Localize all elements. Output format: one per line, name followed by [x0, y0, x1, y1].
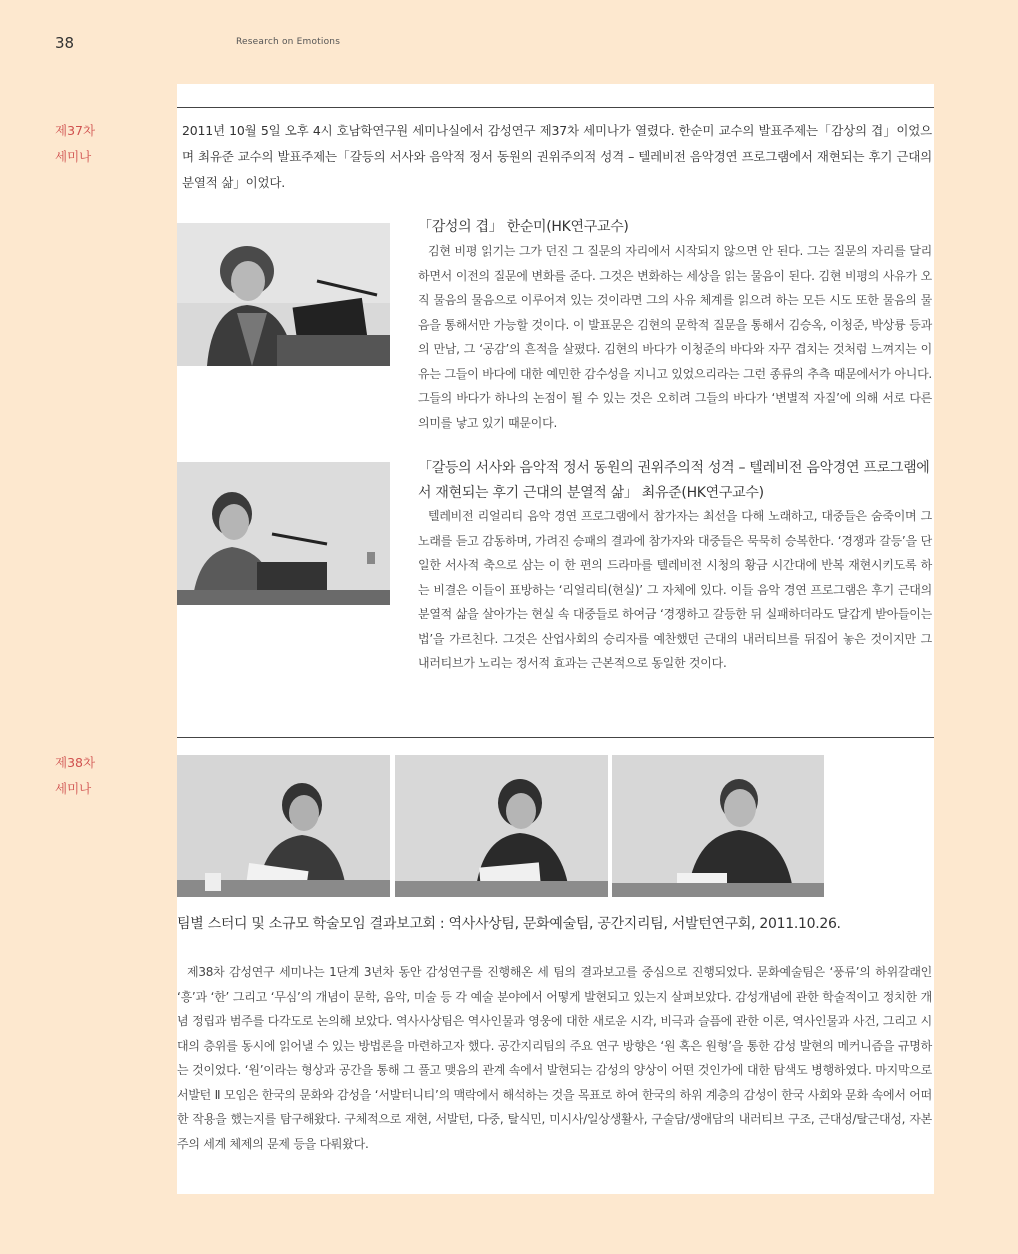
seminar-38-body: 제38차 감성연구 세미나는 1단계 3년차 동안 감성연구를 진행해온 세 팀의 결과보고를 중심으로 진행되었다. 문화예술팀은 ‘풍류’의 하위갈래인 ‘흥’과 ‘한’ 그리고 ‘무심’의 개념이 문학, 음악, 미술 등 각 예술 분야에서 어떻게 발현되고 있는지 살펴보았다. 감성개념에 관한 학술적이고 정치한 개념 정립과 범주를 다각도로 논의해 보았다. 역사사상팀은 역사인물과 영웅에 대한 새로운 시각, 비극과 슬픔에 관한 이론, 역사인물과 사건, 그리고 시대의 층위를 동시에 읽어낼 수 있는 방법론을 마련하고자 했다. 공간지리팀의 주요 연구 방향은 ‘원 혹은 원형’을 통한 감성 발현의 메커니즘을 규명하는 것이었다. ‘원’이라는 형상과 공간을 통해 그 풀고 맺음의 관계 속에서 발현되는 감성의 양상이 어떤 것인가에 대한 탐색도 병행하였다. 마지막으로 서발턴 Ⅱ 모임은 한국의 문화와 감성을 ‘서발터니티’의 맥락에서 해석하는 것을 목표로 하여 한국의 하위 계층의 감성이 한국 사회와 문화 속에서 어떠한 작용을 했는지를 탐구해왔다. 구체적으로 재현, 서발턴, 다중, 탈식민, 미시사/일상생활사, 구술담/생애담의 내러티브 구조, 근대성/탈근대성, 자본주의 세계 체제의 문제 등을 다뤄왔다. [177, 965, 932, 1151]
seminar-38-label [55, 750, 95, 802]
section-rule-38 [177, 737, 934, 738]
talk-1-title: 「감성의 겹」 한순미(HK연구교수) [418, 219, 629, 235]
talk-1-body: 김현 비평 읽기는 그가 던진 그 질문의 자리에서 시작되지 않으면 안 된다. 그는 질문의 자리를 달리하면서 이전의 질문에 변화를 준다. 그것은 변화하는 세상을 읽는 물음이 된다. 김현 비평의 사유가 오직 물음의 물음으로 이루어져 있는 것이라면 그의 사유 체계를 읽으려 하는 모든 시도 또한 물음의 물음을 통해서만 가능할 것이다. 이 발표문은 김현의 문학적 질문을 통해서 김승옥, 이청준, 박상륭 등과의 만남, 그 ‘공감’의 흔적을 살폈다. 김현의 바다가 이청준의 바다와 자꾸 겹치는 것처럼 느껴지는 이유는 그들이 바다에 대한 예민한 감수성을 지니고 있었으리라는 그런 종류의 추측 때문에서가 아니다. 그들의 바다가 하나의 논점이 될 수 있는 것은 오히려 그들의 바다가 ‘변별적 자질’에 의해 서로 다른 의미를 낳고 있기 때문이다. [418, 244, 932, 430]
seminar-37-label-word: 세미나 [55, 149, 92, 164]
seminar-37-intro: 2011년 10월 5일 오후 4시 호남학연구원 세미나실에서 감성연구 제37차 세미나가 열렸다. 한순미 교수의 발표주제는「감상의 겹」이었으며 최유준 교수의 발표주제는「갈등의 서사와 음악적 정서 동원의 권위주의적 성격 – 텔레비전 음악경연 프로그램에서 재현되는 후기 근대의 분열적 삶」이었다. [182, 123, 932, 190]
speaker-photo-1 [177, 223, 390, 366]
speaker-photo-2 [177, 462, 390, 605]
presenter-photo-2 [395, 755, 608, 897]
seminar-38-label-word: 세미나 [55, 781, 92, 796]
running-title: Research on Emotions [236, 37, 341, 47]
talk-2-title: 「갈등의 서사와 음악적 정서 동원의 권위주의적 성격 – 텔레비전 음악경연 프로그램에서 재현되는 후기 근대의 분열적 삶」 최유준(HK연구교수) [418, 460, 930, 501]
presenter-photo-1 [177, 755, 390, 897]
presenter-photo-3 [612, 755, 824, 897]
page-number: 38 [55, 34, 75, 52]
seminar-38-label-number: 제38차 [55, 755, 96, 770]
report-title: 팀별 스터디 및 소규모 학술모임 결과보고회 : 역사사상팀, 문화예술팀, 공간지리팀, 서발턴연구회, 2011.10.26. [177, 916, 841, 932]
talk-2-body: 텔레비전 리얼리티 음악 경연 프로그램에서 참가자는 최선을 다해 노래하고, 대중들은 숨죽이며 그 노래를 듣고 감동하며, 가려진 승패의 결과에 참가자와 대중들은 묵묵히 승복한다. ‘경쟁과 갈등’을 단일한 서사적 축으로 삼는 이 한 편의 드라마를 텔레비전 시청의 황금 시간대에 반복 재현시키도록 하는 비결은 이들이 표방하는 ‘리얼리티(현실)’ 그 자체에 있다. 이들 음악 경연 프로그램은 후기 근대의 분열적 삶을 살아가는 현실 속 대중들로 하여금 ‘경쟁하고 갈등한 뒤 실패하더라도 달갑게 받아들이는 법’을 가르친다. 그것은 산업사회의 승리자를 예찬했던 근대의 내러티브를 뒤집어 놓은 것이지만 그 내러티브가 노리는 정서적 효과는 근본적으로 동일한 것이다. [418, 509, 932, 670]
seminar-37-label [55, 118, 95, 170]
section-rule-37 [177, 107, 934, 108]
seminar-37-label-number: 제37차 [55, 123, 96, 138]
